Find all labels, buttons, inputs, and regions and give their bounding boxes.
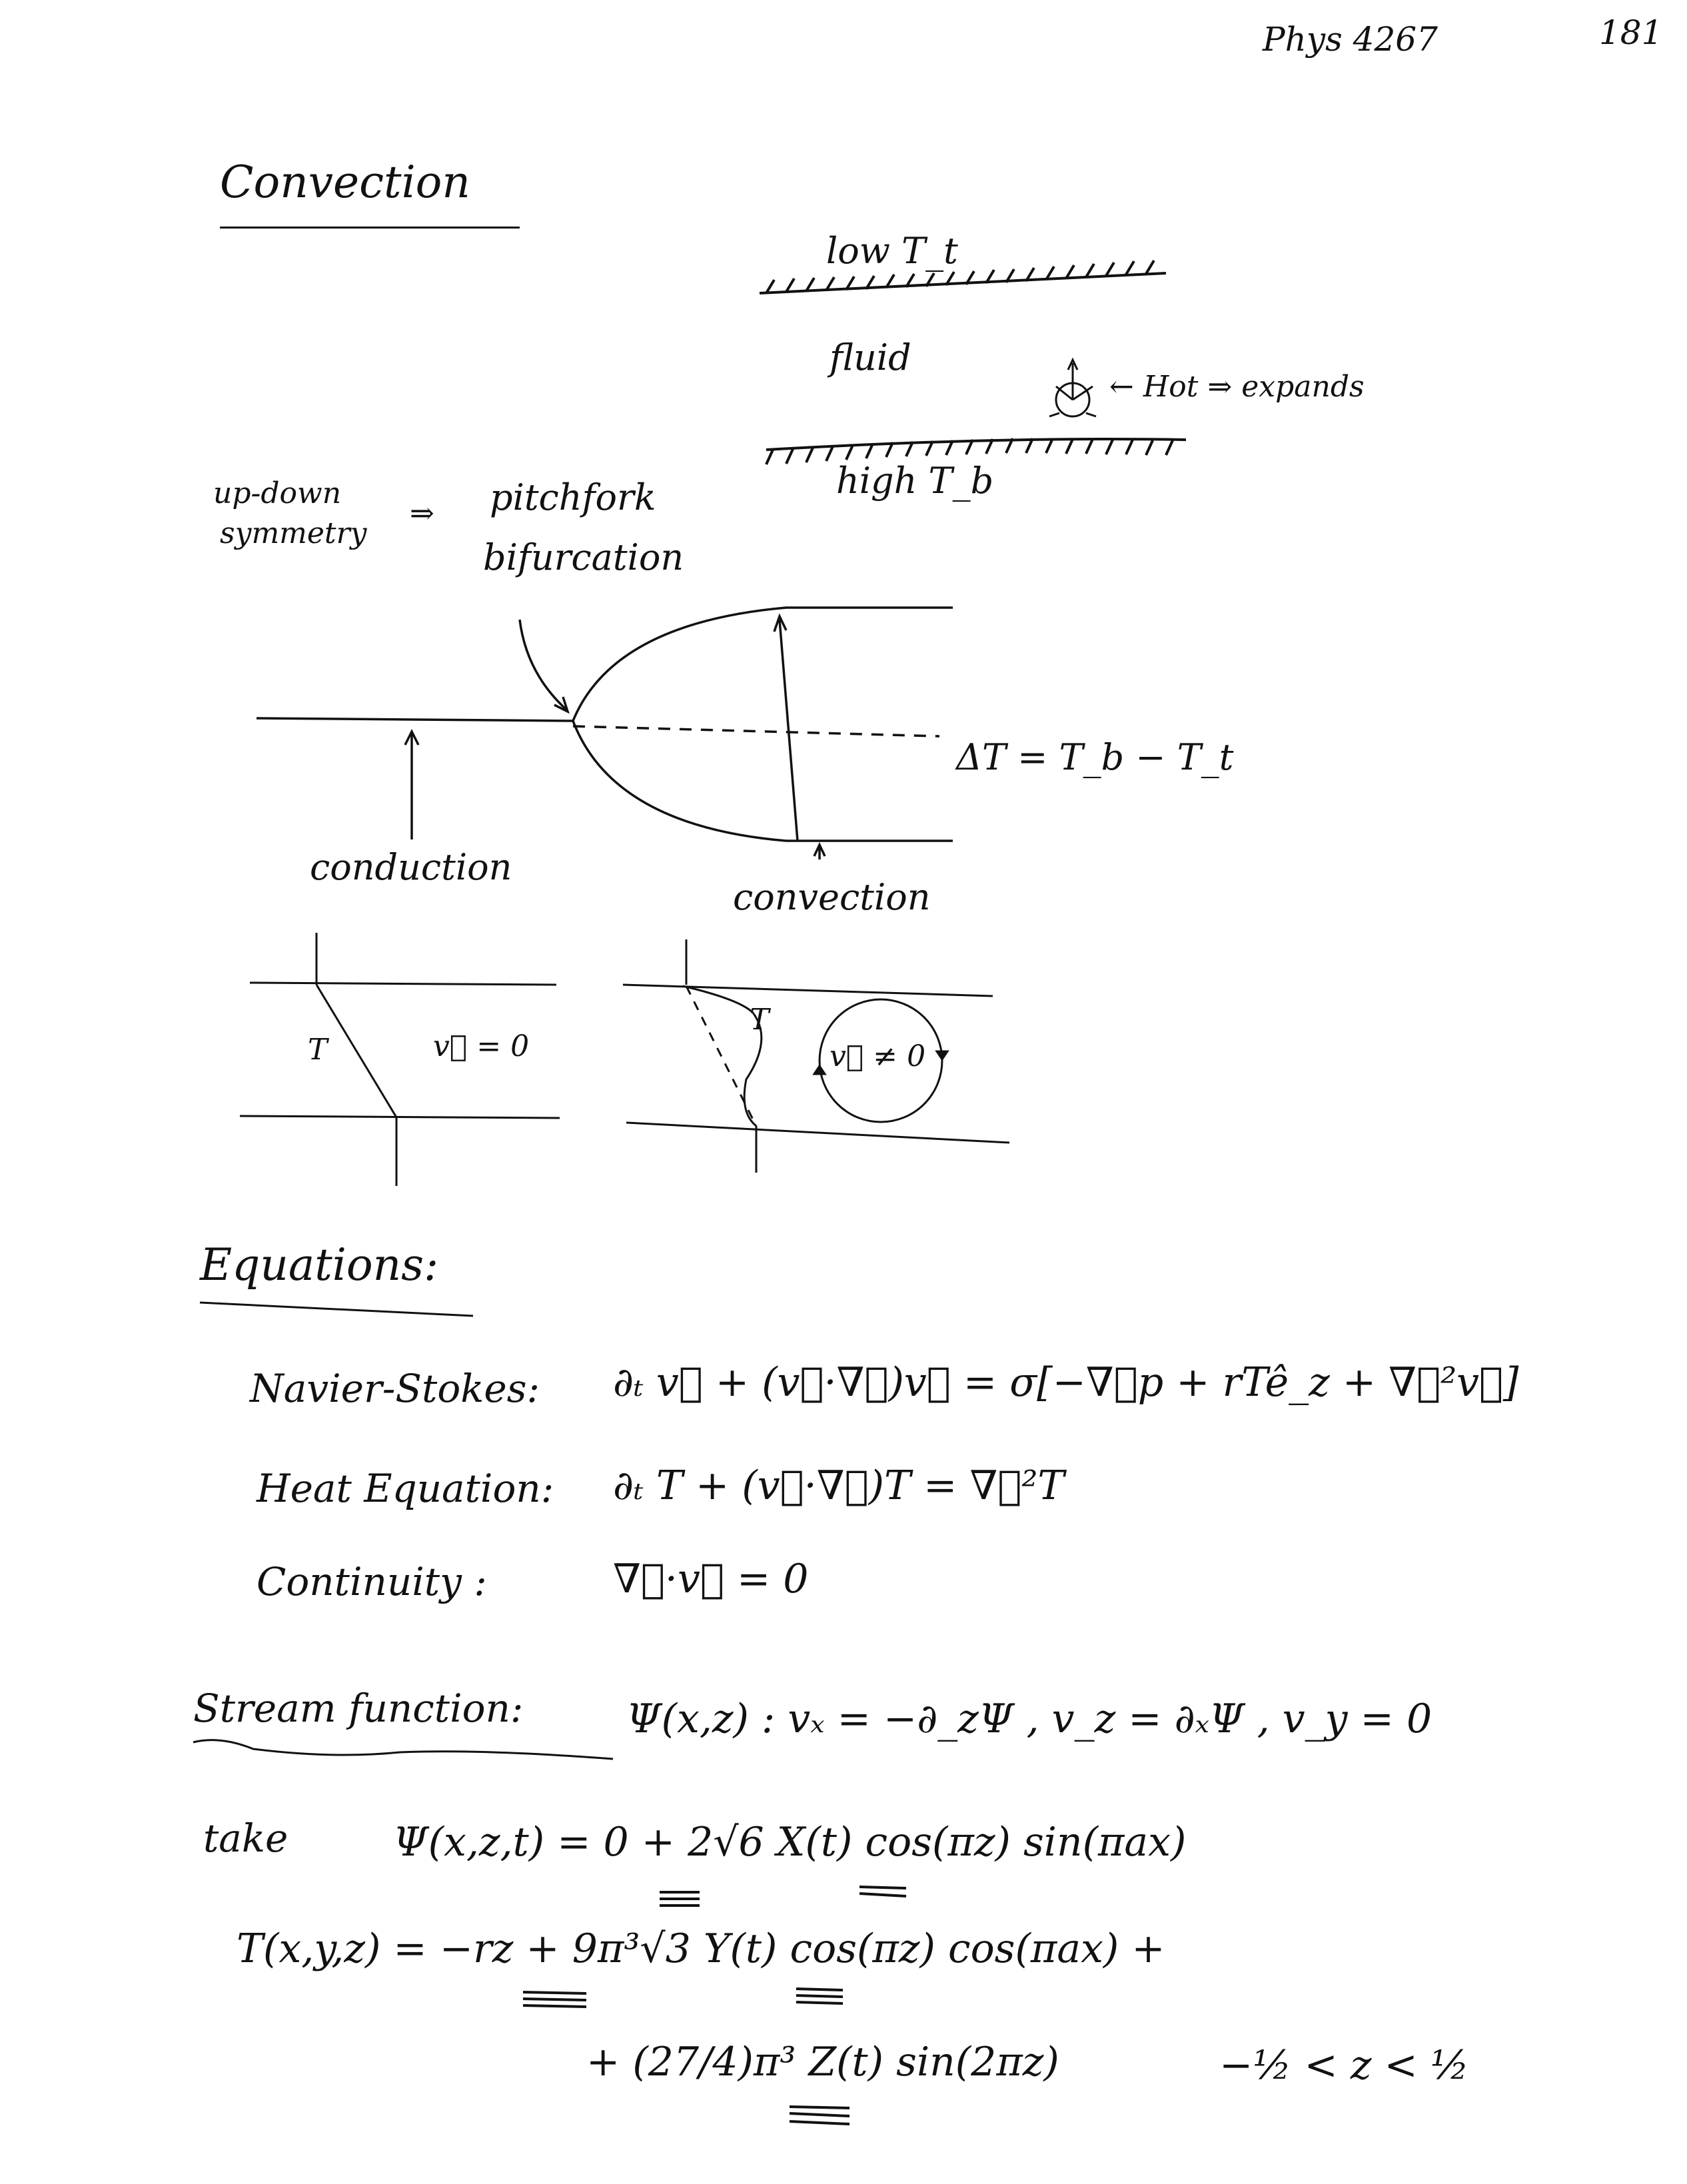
- conduction-temp-label: T: [308, 1033, 328, 1067]
- updown-label: up-down: [213, 476, 342, 510]
- conduction-velocity-label: v⃗ = 0: [433, 1029, 530, 1063]
- temperature-ansatz-line2: + (27/4)π³ Z(t) sin(2πz): [586, 2039, 1059, 2085]
- page-number: 181: [1599, 13, 1663, 52]
- heat-equation: ∂ₜ T + (v⃗·∇⃗)T = ∇⃗²T: [613, 1462, 1065, 1509]
- equations-heading: Equations:: [200, 1239, 439, 1291]
- convection-label: convection: [733, 876, 931, 918]
- implies-arrow: ⇒: [410, 496, 434, 530]
- equations-underline: [200, 1303, 473, 1316]
- bifurcation-plot: [257, 608, 953, 859]
- hot-expands-label: ← Hot ⇒ expands: [1109, 370, 1365, 404]
- bifurcation-label: bifurcation: [483, 536, 684, 578]
- convection-velocity-label: v⃗ ≠ 0: [830, 1039, 926, 1073]
- page-title: Convection: [220, 157, 470, 208]
- convection-profile: [623, 939, 1009, 1173]
- psi-ansatz: Ψ(x,z,t) = 0 + 2√6 X(t) cos(πz) sin(πax): [393, 1819, 1187, 1866]
- heat-equation-label: Heat Equation:: [257, 1466, 554, 1511]
- emphasis-underlines: [523, 1887, 906, 2124]
- take-label: take: [203, 1816, 288, 1861]
- convection-temp-label: T: [750, 1003, 770, 1037]
- continuity-equation: ∇⃗·v⃗ = 0: [613, 1556, 809, 1602]
- stream-function-heading: Stream function:: [193, 1686, 524, 1731]
- delta-t-axis-label: ΔT = T_b − T_t: [956, 736, 1234, 778]
- pitchfork-label: pitchfork: [490, 476, 656, 518]
- fluid-label: fluid: [830, 336, 911, 378]
- continuity-label: Continuity :: [257, 1559, 487, 1604]
- high-temp-label: high T_b: [836, 460, 994, 502]
- stream-function-definition: Ψ(x,z) : vₓ = −∂_zΨ , v_z = ∂ₓΨ , v_y = 0: [626, 1696, 1432, 1742]
- course-label: Phys 4267: [1263, 20, 1438, 59]
- z-range: −½ < z < ½: [1219, 2042, 1470, 2089]
- top-plate: [760, 261, 1166, 293]
- stream-underline: [193, 1740, 613, 1759]
- symmetry-label: symmetry: [220, 516, 367, 550]
- low-temp-label: low T_t: [826, 230, 958, 272]
- conduction-label: conduction: [310, 846, 512, 888]
- navier-stokes-label: Navier-Stokes:: [250, 1366, 540, 1411]
- navier-stokes-equation: ∂ₜ v⃗ + (v⃗·∇⃗)v⃗ = σ[−∇⃗p + rTê_z + ∇⃗²v⃗]: [613, 1359, 1519, 1406]
- temperature-ansatz-line1: T(x,y,z) = −rz + 9π³√3 Y(t) cos(πz) cos(πax) +: [237, 1925, 1165, 1972]
- hot-parcel: [1049, 360, 1096, 416]
